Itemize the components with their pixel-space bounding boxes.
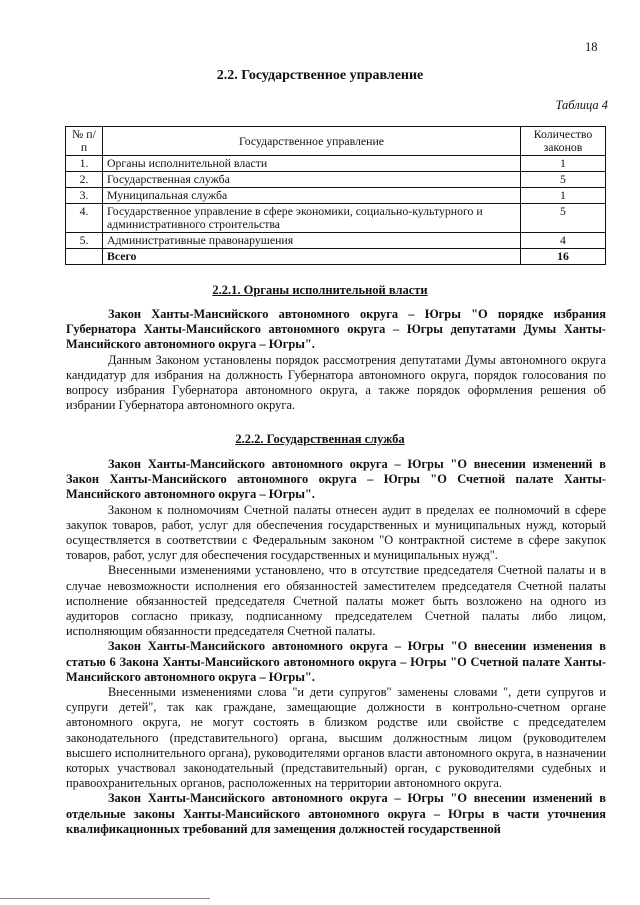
- table-row: [66, 204, 606, 233]
- header-count: Количество законов: [521, 127, 606, 156]
- law-text: Законом к полномочиям Счетной палаты отнесен аудит в пределах ее полномочий в сфере закупок товаров, работ, услуг для обеспечения государственных и муниципальных нужд, который осуществляется в соответствии с Федеральным законом "О контрактной системе в сфере закупок товаров, работ, услуг для обеспечения государственных и муниципальных нужд".: [66, 502, 606, 563]
- table-header-row: [66, 127, 606, 156]
- table-row: [66, 156, 606, 172]
- row-name: Административные правонарушения: [103, 233, 521, 249]
- header-name: Государственное управление: [103, 127, 521, 156]
- row-name: Государственное управление в сфере экономики, социально-культурного и административного строительства: [103, 204, 521, 233]
- subsection-title-executive: 2.2.1. Органы исполнительной власти: [212, 283, 428, 297]
- row-count: 4: [521, 233, 606, 249]
- footer-rule: [0, 898, 210, 899]
- section-title: 2.2. Государственное управление: [216, 68, 424, 83]
- row-name: Муниципальная служба: [103, 188, 521, 204]
- row-num: 3.: [66, 188, 103, 204]
- row-num: 4.: [66, 204, 103, 233]
- header-num: № п/п: [66, 127, 103, 156]
- law-text: Внесенными изменениями слова "и дети супругов" заменены словами ", дети супругов и супруги детей", так как граждане, замещающие должности в контрольно-счетном органе автономного округа, не могут состоять в близком родстве или свойстве с председателем законодательного (представительного) органа, высшим должностным лицом (руководителем высшего исполнительного органа), руководителями органов власти автономного округа, в назначении которых участвовал законодательный (представительный) орган, с руководителями судебных и правоохранительных органов, расположенных на территории автономного округа.: [66, 685, 606, 791]
- table-row: [66, 233, 606, 249]
- row-count: 5: [521, 204, 606, 233]
- page-number: 18: [585, 40, 598, 54]
- row-name: Органы исполнительной власти: [103, 156, 521, 172]
- table-row: [66, 188, 606, 204]
- law-text: Данным Законом установлены порядок рассмотрения депутатами Думы автономного округа кандидатур для избрания на должность Губернатора автономного округа, порядок голосования по вопросу избрания Губернатора автономного округа, а также порядок оформления решения об избрании Губернатора автономного округа.: [66, 352, 606, 413]
- executive-bodies-block: [66, 307, 606, 413]
- row-count: 5: [521, 172, 606, 188]
- row-count: 1: [521, 188, 606, 204]
- row-num: 5.: [66, 233, 103, 249]
- civil-service-block: [66, 457, 606, 837]
- law-title: Закон Ханты-Мансийского автономного округа – Югры "О внесении изменений в Закон Ханты-Мансийского автономного округа – Югры "О Счетной палате Ханты-Мансийского автономного округа – Югры".: [66, 457, 606, 502]
- law-title: Закон Ханты-Мансийского автономного округа – Югры "О порядке избрания Губернатора Ханты-Мансийского автономного округа – Югры депутатами Думы Ханты-Мансийского автономного округа – Югры".: [66, 307, 606, 352]
- table-row: [66, 172, 606, 188]
- total-count: 16: [521, 249, 606, 265]
- total-label: Всего: [103, 249, 521, 265]
- table-caption: Таблица 4: [555, 98, 608, 112]
- total-num: [66, 249, 103, 265]
- law-title: Закон Ханты-Мансийского автономного округа – Югры "О внесении изменения в статью 6 Закона Ханты-Мансийского автономного округа – Югры "О Счетной палате Ханты-Мансийского автономного округа – Югры".: [66, 639, 606, 684]
- laws-table: [65, 126, 606, 265]
- row-count: 1: [521, 156, 606, 172]
- law-title: Закон Ханты-Мансийского автономного округа – Югры "О внесении изменений в отдельные законы Ханты-Мансийского автономного округа – Югры в части уточнения квалификационных требований для замещения должностей государственной: [66, 791, 606, 836]
- law-text: Внесенными изменениями установлено, что в отсутствие председателя Счетной палаты и в случае невозможности исполнения его обязанностей заместителем председателя Счетной палаты исполнение обязанностей председателя Счетной палаты может быть возложено на одного из аудиторов согласно приказу, подписанному председателем Счетной палаты либо лицом, исполняющим обязанности председателя Счетной палаты.: [66, 563, 606, 639]
- row-num: 2.: [66, 172, 103, 188]
- subsection-title-civil-service: 2.2.2. Государственная служба: [235, 432, 405, 446]
- table-total-row: [66, 249, 606, 265]
- row-num: 1.: [66, 156, 103, 172]
- row-name: Государственная служба: [103, 172, 521, 188]
